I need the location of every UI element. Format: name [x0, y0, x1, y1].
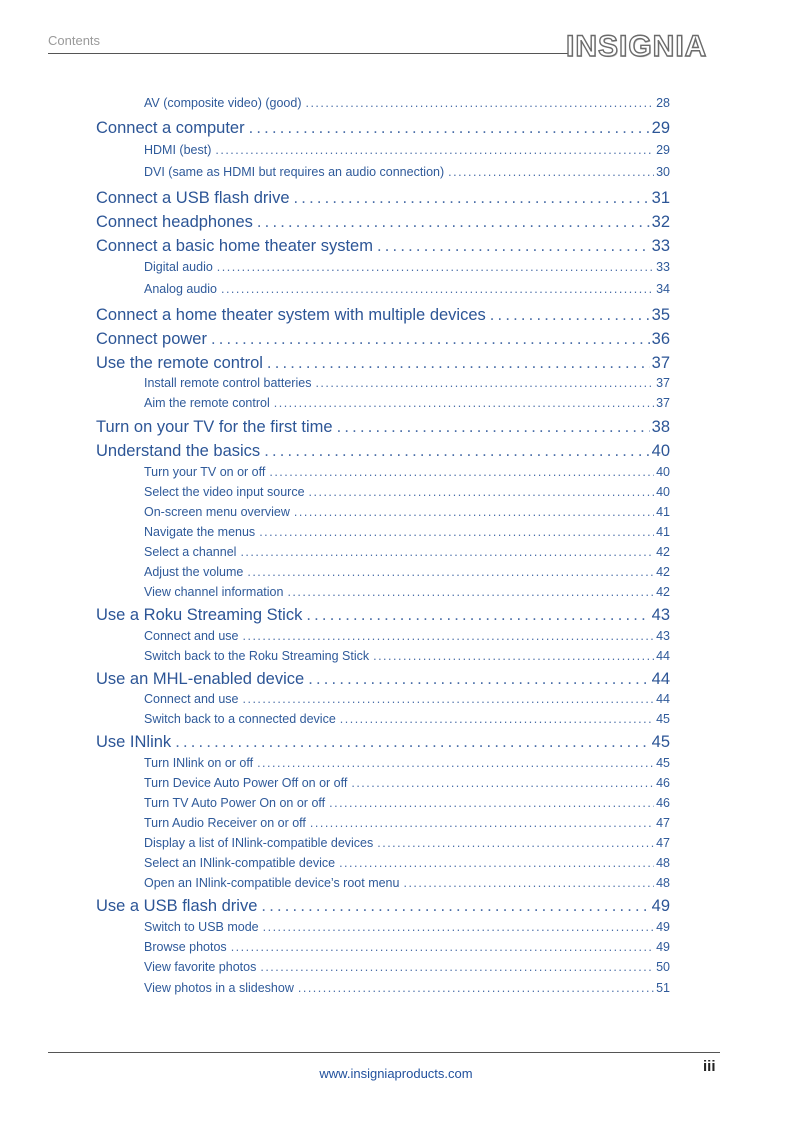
- toc-entry-page: 42: [656, 565, 670, 579]
- toc-entry-page: 41: [656, 505, 670, 519]
- toc-entry-page: 40: [651, 442, 670, 460]
- toc-subsection-entry[interactable]: [144, 545, 670, 559]
- toc-subsection-entry[interactable]: [144, 940, 670, 954]
- toc-subsection-entry[interactable]: [144, 396, 670, 410]
- header-divider: [48, 53, 568, 54]
- toc-leader-dots: [287, 585, 654, 599]
- toc-entry-page: 30: [656, 165, 670, 179]
- toc-section-entry[interactable]: [96, 670, 670, 689]
- toc-leader-dots: [448, 165, 654, 179]
- toc-entry-page: 45: [656, 712, 670, 726]
- toc-subsection-entry[interactable]: [144, 143, 670, 157]
- toc-leader-dots: [351, 776, 654, 790]
- toc-entry-title: On-screen menu overview: [144, 505, 290, 519]
- toc-entry-title: Use the remote control: [96, 354, 263, 372]
- toc-entry-title: Turn on your TV for the first time: [96, 418, 333, 436]
- toc-leader-dots: [211, 330, 650, 349]
- toc-leader-dots: [310, 816, 654, 830]
- toc-subsection-entry[interactable]: [144, 816, 670, 830]
- toc-entry-page: 44: [656, 692, 670, 706]
- toc-entry-page: 35: [651, 306, 670, 324]
- toc-entry-title: Display a list of INlink-compatible devices: [144, 836, 374, 850]
- toc-subsection-entry[interactable]: [144, 876, 670, 890]
- toc-leader-dots: [259, 525, 654, 539]
- toc-entry-title: Analog audio: [144, 282, 217, 296]
- toc-entry-page: 37: [656, 396, 670, 410]
- section-label: Contents: [48, 33, 101, 48]
- toc-leader-dots: [243, 629, 655, 643]
- toc-leader-dots: [263, 920, 654, 934]
- toc-entry-title: Turn Device Auto Power Off on or off: [144, 776, 348, 790]
- toc-leader-dots: [305, 96, 654, 110]
- toc-entry-page: 36: [651, 330, 670, 348]
- toc-entry-title: Install remote control batteries: [144, 376, 312, 390]
- toc-entry-page: 38: [651, 418, 670, 436]
- toc-subsection-entry[interactable]: [144, 836, 670, 850]
- toc-leader-dots: [257, 756, 654, 770]
- toc-leader-dots: [274, 396, 654, 410]
- toc-entry-page: 37: [651, 354, 670, 372]
- toc-entry-page: 47: [656, 836, 670, 850]
- toc-entry-title: Turn your TV on or off: [144, 465, 266, 479]
- toc-leader-dots: [339, 856, 654, 870]
- footer-url[interactable]: www.insigniaproducts.com: [319, 1066, 473, 1081]
- toc-entry-title: Connect a computer: [96, 119, 245, 137]
- toc-entry-page: 42: [656, 585, 670, 599]
- toc-leader-dots: [243, 692, 655, 706]
- toc-entry-page: 43: [651, 606, 670, 624]
- toc-leader-dots: [217, 260, 654, 274]
- toc-entry-page: 45: [656, 756, 670, 770]
- toc-entry-page: 45: [651, 733, 670, 751]
- toc-entry-title: Aim the remote control: [144, 396, 270, 410]
- toc-subsection-entry[interactable]: [144, 376, 670, 390]
- toc-leader-dots: [257, 213, 650, 232]
- toc-subsection-entry[interactable]: [144, 796, 670, 810]
- toc-leader-dots: [377, 237, 650, 256]
- toc-entry-title: Connect a home theater system with multiple devices: [96, 306, 486, 324]
- toc-entry-title: Adjust the volume: [144, 565, 244, 579]
- toc-section-entry[interactable]: [96, 330, 670, 349]
- toc-subsection-entry[interactable]: [144, 165, 670, 179]
- toc-entry-title: Open an INlink-compatible device’s root menu: [144, 876, 400, 890]
- toc-leader-dots: [490, 306, 650, 325]
- toc-subsection-entry[interactable]: [144, 485, 670, 499]
- toc-leader-dots: [306, 606, 649, 625]
- toc-subsection-entry[interactable]: [144, 282, 670, 296]
- toc-entry-title: Select an INlink-compatible device: [144, 856, 336, 870]
- toc-entry-page: 28: [656, 96, 670, 110]
- toc-section-entry[interactable]: [96, 189, 670, 208]
- toc-entry-title: View favorite photos: [144, 960, 257, 974]
- toc-leader-dots: [298, 981, 654, 995]
- toc-entry-page: 33: [651, 237, 670, 255]
- toc-entry-page: 42: [656, 545, 670, 559]
- toc-entry-page: 48: [656, 876, 670, 890]
- toc-leader-dots: [175, 733, 649, 752]
- toc-section-entry[interactable]: [96, 213, 670, 232]
- toc-entry-title: Connect power: [96, 330, 207, 348]
- toc-subsection-entry[interactable]: [144, 776, 670, 790]
- toc-subsection-entry[interactable]: [144, 525, 670, 539]
- toc-entry-page: 46: [656, 796, 670, 810]
- toc-entry-page: 44: [651, 670, 670, 688]
- toc-subsection-entry[interactable]: [144, 629, 670, 643]
- toc-entry-title: Switch back to the Roku Streaming Stick: [144, 649, 370, 663]
- toc-entry-title: Use a USB flash drive: [96, 897, 258, 915]
- toc-entry-title: View photos in a slideshow: [144, 981, 294, 995]
- toc-entry-title: Connect a basic home theater system: [96, 237, 373, 255]
- toc-entry-page: 46: [656, 776, 670, 790]
- toc-entry-page: 40: [656, 465, 670, 479]
- toc-leader-dots: [308, 670, 649, 689]
- toc-entry-page: 48: [656, 856, 670, 870]
- toc-leader-dots: [377, 836, 654, 850]
- toc-entry-title: Connect a USB flash drive: [96, 189, 290, 207]
- toc-leader-dots: [309, 485, 655, 499]
- toc-entry-page: 29: [651, 119, 670, 137]
- toc-entry-page: 50: [656, 960, 670, 974]
- toc-subsection-entry[interactable]: [144, 649, 670, 663]
- toc-entry-page: 41: [656, 525, 670, 539]
- toc-leader-dots: [260, 960, 654, 974]
- toc-section-entry[interactable]: [96, 237, 670, 256]
- toc-entry-title: Switch to USB mode: [144, 920, 259, 934]
- toc-entry-title: Connect and use: [144, 692, 239, 706]
- toc-section-entry[interactable]: [96, 354, 670, 373]
- toc-leader-dots: [269, 465, 654, 479]
- toc-leader-dots: [267, 354, 650, 373]
- toc-section-entry[interactable]: [96, 119, 670, 138]
- toc-entry-title: AV (composite video) (good): [144, 96, 302, 110]
- toc-subsection-entry[interactable]: [144, 260, 670, 274]
- toc-leader-dots: [215, 143, 654, 157]
- page-number: iii: [703, 1058, 716, 1075]
- toc-section-entry[interactable]: [96, 442, 670, 461]
- toc-leader-dots: [231, 940, 654, 954]
- toc-leader-dots: [294, 505, 654, 519]
- toc-subsection-entry[interactable]: [144, 585, 670, 599]
- toc-section-entry[interactable]: [96, 418, 670, 437]
- toc-leader-dots: [329, 796, 654, 810]
- toc-subsection-entry[interactable]: [144, 756, 670, 770]
- toc-entry-page: 32: [651, 213, 670, 231]
- toc-leader-dots: [337, 418, 650, 437]
- toc-subsection-entry[interactable]: [144, 856, 670, 870]
- toc-entry-title: Select a channel: [144, 545, 237, 559]
- toc-section-entry[interactable]: [96, 606, 670, 625]
- toc-entry-page: 31: [651, 189, 670, 207]
- toc-subsection-entry[interactable]: [144, 565, 670, 579]
- toc-section-entry[interactable]: [96, 733, 670, 752]
- footer-divider: [48, 1052, 720, 1053]
- toc-entry-page: 40: [656, 485, 670, 499]
- toc-entry-title: Turn Audio Receiver on or off: [144, 816, 306, 830]
- toc-leader-dots: [315, 376, 654, 390]
- toc-entry-page: 29: [656, 143, 670, 157]
- toc-entry-page: 34: [656, 282, 670, 296]
- toc-entry-page: 37: [656, 376, 670, 390]
- toc-leader-dots: [249, 119, 650, 138]
- toc-entry-title: DVI (same as HDMI but requires an audio connection): [144, 165, 445, 179]
- toc-leader-dots: [264, 442, 649, 461]
- toc-leader-dots: [403, 876, 654, 890]
- toc-subsection-entry[interactable]: [144, 465, 670, 479]
- toc-leader-dots: [261, 897, 649, 916]
- toc-entry-title: Use an MHL-enabled device: [96, 670, 305, 688]
- toc-entry-title: View channel information: [144, 585, 284, 599]
- toc-entry-title: Switch back to a connected device: [144, 712, 336, 726]
- toc-entry-page: 33: [656, 260, 670, 274]
- toc-entry-title: Understand the basics: [96, 442, 261, 460]
- toc-leader-dots: [240, 545, 654, 559]
- toc-leader-dots: [294, 189, 650, 208]
- toc-subsection-entry[interactable]: [144, 712, 670, 726]
- toc-entry-title: Select the video input source: [144, 485, 305, 499]
- toc-subsection-entry[interactable]: [144, 920, 670, 934]
- toc-leader-dots: [340, 712, 654, 726]
- toc-subsection-entry[interactable]: [144, 692, 670, 706]
- toc-entry-title: Browse photos: [144, 940, 227, 954]
- toc-subsection-entry[interactable]: [144, 981, 670, 995]
- toc-entry-page: 43: [656, 629, 670, 643]
- toc-entry-title: Navigate the menus: [144, 525, 256, 539]
- toc-entry-title: Turn INlink on or off: [144, 756, 254, 770]
- toc-entry-title: Connect and use: [144, 629, 239, 643]
- toc-entry-page: 51: [656, 981, 670, 995]
- brand-logo: INSIGNIA: [566, 30, 708, 63]
- toc-section-entry[interactable]: [96, 897, 670, 916]
- toc-entry-page: 44: [656, 649, 670, 663]
- toc-entry-title: Digital audio: [144, 260, 213, 274]
- toc-entry-title: Turn TV Auto Power On on or off: [144, 796, 326, 810]
- toc-entry-title: HDMI (best): [144, 143, 212, 157]
- toc-entry-page: 49: [656, 920, 670, 934]
- toc-entry-page: 47: [656, 816, 670, 830]
- toc-leader-dots: [373, 649, 654, 663]
- toc-entry-title: Connect headphones: [96, 213, 253, 231]
- toc-leader-dots: [247, 565, 654, 579]
- toc-entry-title: Use INlink: [96, 733, 172, 751]
- toc-entry-title: Use a Roku Streaming Stick: [96, 606, 303, 624]
- toc-section-entry[interactable]: [96, 306, 670, 325]
- toc-leader-dots: [221, 282, 654, 296]
- toc-subsection-entry[interactable]: [144, 96, 670, 110]
- toc-entry-page: 49: [651, 897, 670, 915]
- toc-entry-page: 49: [656, 940, 670, 954]
- toc-subsection-entry[interactable]: [144, 505, 670, 519]
- toc-subsection-entry[interactable]: [144, 960, 670, 974]
